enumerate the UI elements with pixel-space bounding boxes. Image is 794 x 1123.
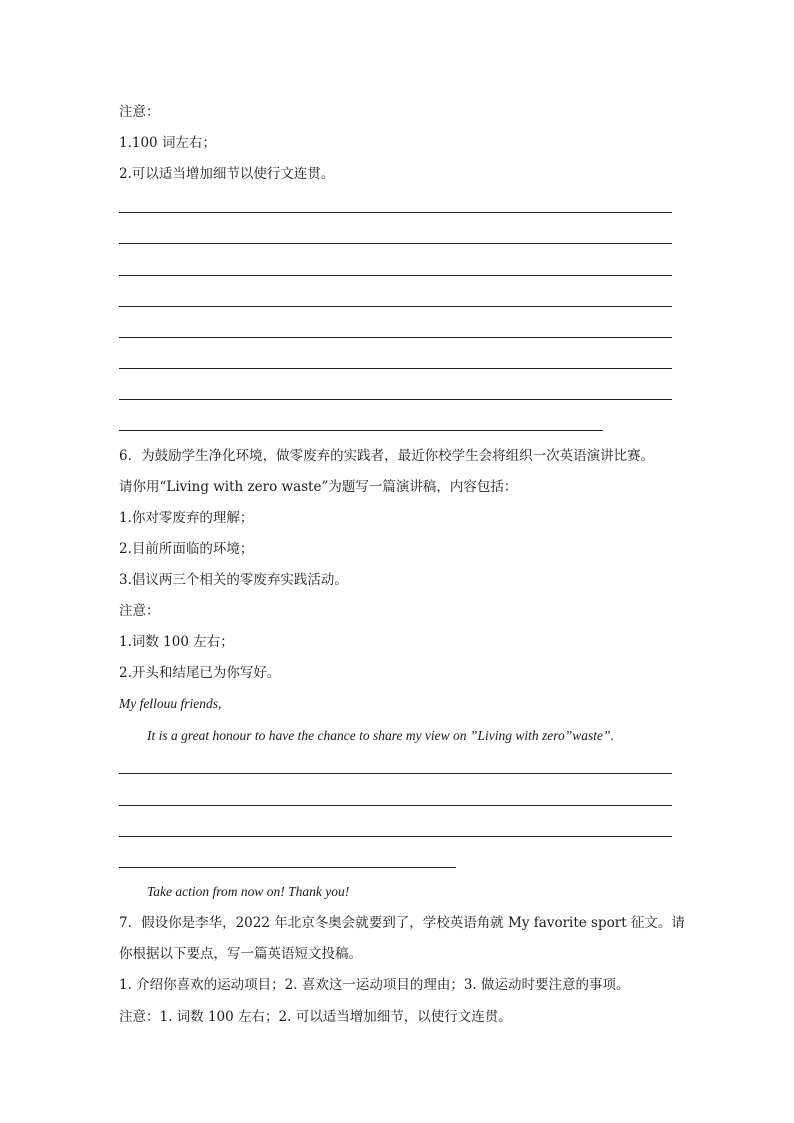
q7-points: 1. 介绍你喜欢的运动项目；2. 喜欢这一运动项目的理由；3. 做运动时要注意的事项。 bbox=[119, 977, 630, 993]
q7-prompt-line-2: 你根据以下要点，写一篇英语短文投稿。 bbox=[119, 946, 362, 962]
q6-point-2: 2.目前所面临的环境； bbox=[119, 541, 254, 557]
writing-line bbox=[119, 836, 672, 837]
q7-notes: 注意：1. 词数 100 左右；2. 可以适当增加细节，以使行文连贯。 bbox=[119, 1009, 512, 1025]
q6-prompt-line-1: 6．为鼓励学生净化环境，做零废弃的实践者，最近你校学生会将组织一次英语演讲比赛。 bbox=[119, 448, 655, 464]
writing-line bbox=[119, 430, 603, 431]
writing-line bbox=[119, 275, 672, 276]
note-title: 注意： bbox=[119, 104, 160, 120]
writing-line bbox=[119, 368, 672, 369]
writing-line bbox=[119, 337, 672, 338]
writing-line bbox=[119, 867, 456, 868]
writing-line bbox=[119, 306, 672, 307]
writing-line bbox=[119, 805, 672, 806]
writing-line bbox=[119, 243, 672, 244]
q6-closing-sentence: Take action from now on! Thank you! bbox=[147, 884, 350, 899]
q7-prompt-line-1: 7．假设你是李华，2022 年北京冬奥会就要到了，学校英语角就 My favorite sport 征文。请 bbox=[119, 915, 685, 931]
note-item-1: 1.100 词左右； bbox=[119, 135, 216, 151]
q6-note-2: 2.开头和结尾已为你写好。 bbox=[119, 665, 281, 681]
q6-note-1: 1.词数 100 左右； bbox=[119, 634, 234, 650]
writing-line bbox=[119, 399, 672, 400]
q6-prompt-line-2: 请你用“Living with zero waste”为题写一篇演讲稿，内容包括： bbox=[119, 479, 518, 495]
q6-opening-sentence: It is a great honour to have the chance to share my view on ”Living with zero”waste”. bbox=[147, 728, 614, 743]
q6-salutation: My fellouu friends, bbox=[119, 696, 222, 711]
writing-line bbox=[119, 212, 672, 213]
q6-note-title: 注意： bbox=[119, 603, 160, 619]
writing-line bbox=[119, 773, 672, 774]
note-item-2: 2.可以适当增加细节以使行文连贯。 bbox=[119, 166, 335, 182]
q6-point-3: 3.倡议两三个相关的零废弃实践活动。 bbox=[119, 572, 348, 588]
q6-point-1: 1.你对零废弃的理解； bbox=[119, 510, 254, 526]
